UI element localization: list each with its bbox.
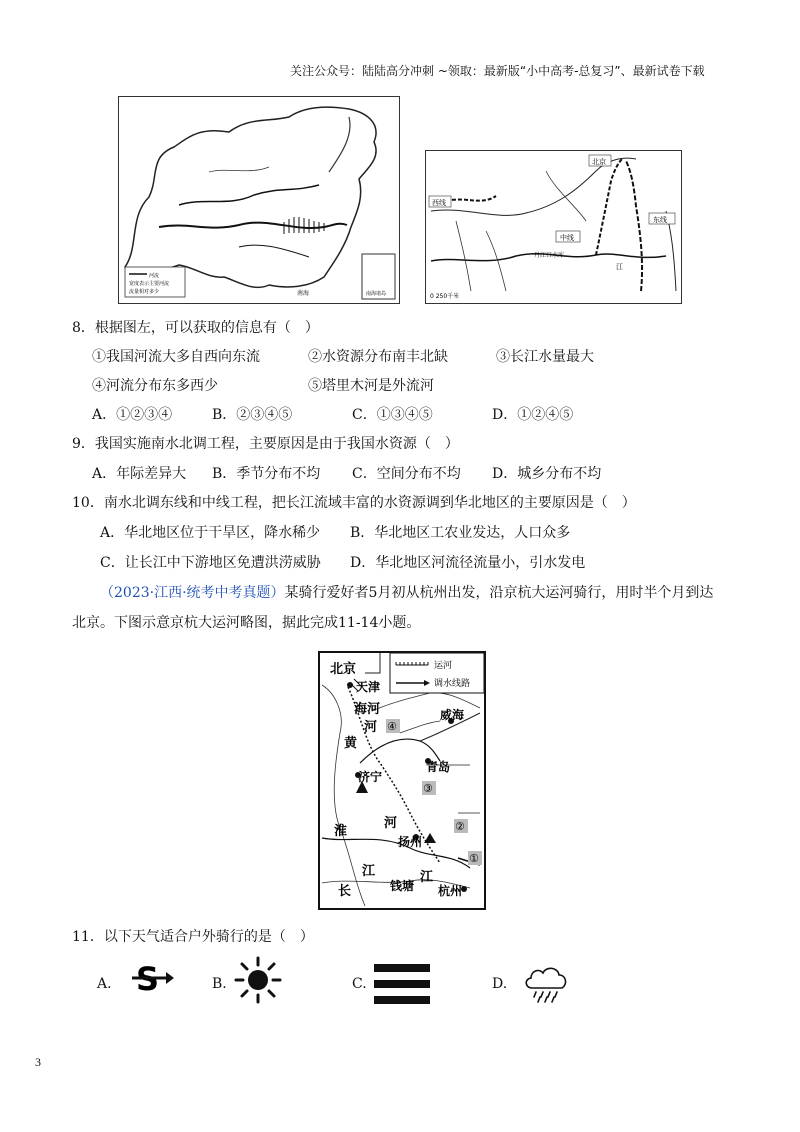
canal-marker-1: ①: [469, 852, 479, 865]
q9-option-b[interactable]: B．季节分布不均: [212, 466, 321, 482]
q9-stem: 9．我国实施南水北调工程，主要原因是由于我国水资源（ ）: [72, 436, 459, 452]
q8-item-4: ④河流分布东多西少: [92, 378, 218, 394]
q11-option-c[interactable]: C.: [352, 976, 367, 992]
q8-stem: 8．根据图左，可以获取的信息有（ ）: [72, 320, 319, 336]
right-map-middle-line: 中线: [560, 234, 574, 242]
china-rivers-map: [118, 96, 400, 304]
q8-item-2: ②水资源分布南丰北缺: [308, 349, 448, 365]
canal-jiang: 江: [362, 864, 376, 879]
canal-qiantang: 钱塘: [390, 879, 415, 893]
canal-marker-4: ④: [387, 720, 397, 733]
canal-beijing: 北京: [330, 662, 357, 677]
canal-jiang-2: 江: [420, 870, 434, 885]
canal-jining: 济宁: [358, 770, 383, 784]
canal-chang: 长: [338, 884, 352, 899]
intro-text-2: 北京。下图示意京杭大运河略图，据此完成11-14小题。: [72, 615, 421, 631]
q11-option-b[interactable]: B.: [212, 976, 227, 992]
canal-weihai: 威海: [440, 708, 465, 722]
left-map-legend-3: 流量相对多少: [129, 289, 160, 295]
intro-source: （2023·江西·统考中考真题）: [100, 585, 285, 601]
q10-option-b[interactable]: B．华北地区工农业发达，人口众多: [350, 525, 571, 541]
q8-option-b[interactable]: B．②③④⑤: [212, 407, 293, 423]
left-map-sea: 南海: [297, 290, 310, 297]
left-map-legend-1: 河流: [149, 273, 160, 279]
q8-item-5: ⑤塔里木河是外流河: [308, 378, 434, 394]
sunny-icon[interactable]: [234, 956, 282, 1008]
canal-legend-route: 调水线路: [434, 679, 471, 689]
canal-huai: 淮: [334, 824, 348, 839]
q8-option-d[interactable]: D．①②④⑤: [492, 407, 574, 423]
q11-stem: 11．以下天气适合户外骑行的是（ ）: [72, 929, 314, 945]
q8-item-1: ①我国河流大多自西向东流: [92, 349, 260, 365]
left-map-inset: 南海诸岛: [366, 291, 387, 297]
q9-option-d[interactable]: D．城乡分布不均: [492, 466, 602, 482]
canal-tianjin: 天津: [356, 680, 381, 694]
q10-stem: 10．南水北调东线和中线工程，把长江流域丰富的水资源调到华北地区的主要原因是（ ）: [72, 495, 636, 511]
intro-line-1: [100, 582, 713, 602]
sandstorm-icon[interactable]: [128, 958, 176, 1002]
q8-option-c[interactable]: C．①③④⑤: [352, 407, 433, 423]
q9-option-c[interactable]: C．空间分布不均: [352, 466, 461, 482]
canal-hangzhou: 杭州: [438, 884, 463, 898]
canal-he2: 河: [384, 816, 398, 831]
canal-yangzhou: 扬州: [398, 835, 423, 849]
grand-canal-map: [318, 651, 486, 910]
right-map-beijing: 北京: [592, 158, 606, 166]
canal-marker-3: ③: [423, 782, 433, 795]
left-map-legend-2: 宽度表示主要河流: [129, 281, 170, 287]
water-diversion-map: [425, 150, 682, 304]
q11-option-d[interactable]: D.: [492, 976, 508, 992]
page-header: 关注公众号：陆陆高分冲刺 ~领取：最新版“小中高考-总复习”、最新试卷下载: [290, 64, 705, 78]
canal-huang: 黄: [344, 736, 358, 751]
canal-haihe: 海河: [354, 702, 381, 717]
fog-icon[interactable]: [374, 962, 432, 1010]
canal-he: 河: [364, 720, 378, 735]
q10-option-c[interactable]: C．让长江中下游地区免遭洪涝威胁: [100, 555, 321, 571]
q10-option-d[interactable]: D．华北地区河流径流量小，引水发电: [350, 555, 586, 571]
canal-qingdao: 青岛: [426, 760, 451, 774]
right-map-jiang: 江: [616, 263, 623, 271]
q8-option-a[interactable]: A．①②③④: [92, 407, 173, 423]
q10-option-a[interactable]: A．华北地区位于干旱区，降水稀少: [100, 525, 321, 541]
right-map-scale: 0 250千米: [430, 293, 460, 300]
right-map-east-line: 东线: [653, 216, 667, 224]
q9-option-a[interactable]: A．年际差异大: [92, 466, 187, 482]
canal-marker-2: ②: [455, 820, 465, 833]
canal-legend-canal: 运河: [434, 661, 453, 671]
intro-text-1: 某骑行爱好者5月初从杭州出发，沿京杭大运河骑行，用时半个月到达: [284, 585, 714, 601]
svg-text:S: S: [136, 960, 160, 998]
q8-item-3: ③长江水量最大: [496, 349, 594, 365]
page-number: 3: [35, 1055, 41, 1069]
rain-icon[interactable]: [522, 962, 570, 1008]
right-map-danjiangkou: 丹江口水库: [534, 252, 565, 259]
right-map-west-line: 西线: [432, 199, 446, 207]
q11-option-a[interactable]: A.: [97, 976, 112, 992]
